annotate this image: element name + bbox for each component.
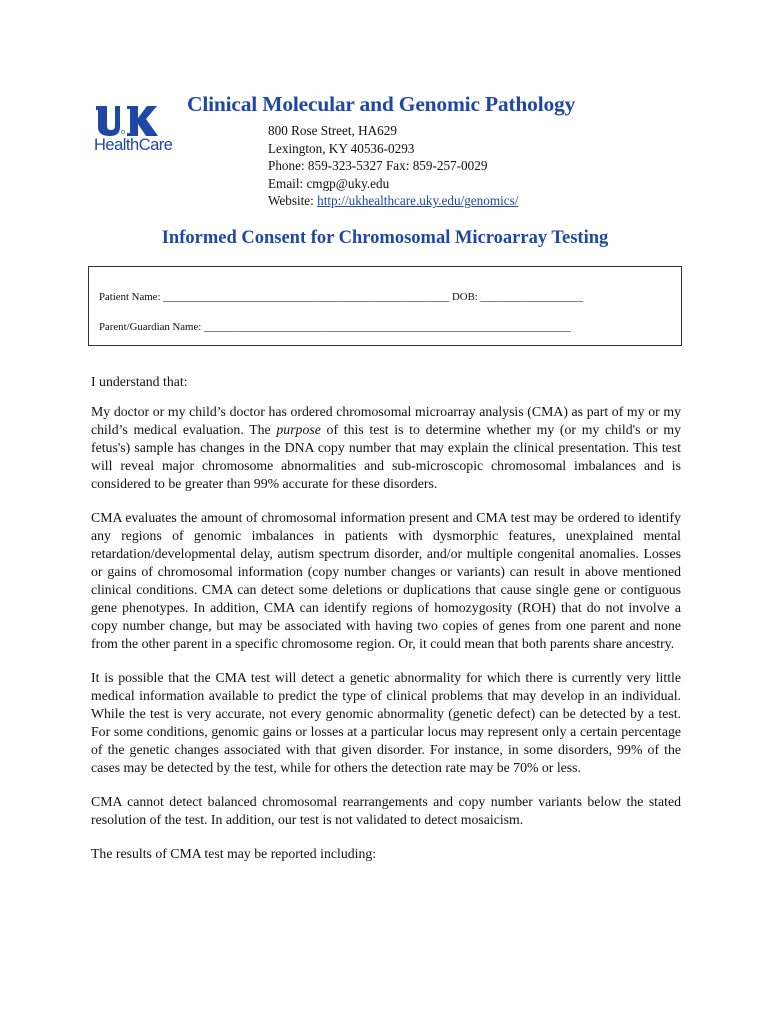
address-block: [268, 122, 518, 210]
address-city: Lexington, KY 40536-0293: [268, 140, 415, 156]
patient-name-field[interactable]: _____________________________________________________: [163, 291, 450, 303]
paragraph-cma-evaluation: CMA evaluates the amount of chromosomal information present and CMA test may be ordered to identify any regions of genomic imbalances in patients with dysmorphic features, unexplained mental retardation/developmental delay, autism spectrum disorder, and/or multiple congenital anomalies. Losses or gains of chromosomal information (copy number changes or variants) can result in above mentioned clinical conditions. CMA can detect some deletions or duplications that cause single gene or contiguous gene phenotypes. In addition, CMA can identify regions of homozygosity (ROH) that do not involve a copy number change, but may be associated with having two copies of genes from one parent and none from the other parent in a specific chromosome region. Or, it could mean that both parents share ancestry.: [91, 510, 681, 651]
guardian-name-field[interactable]: ____________________________________________________________________: [203, 321, 572, 333]
patient-name-row: [99, 291, 583, 303]
paragraph-limitations: It is possible that the CMA test will detect a genetic abnormality for which there is currently very little medical information available to predict the type of clinical problems that may develop in an individual. While the test is very accurate, not every genomic abnormality (genetic defect) can be detected by a test. For some conditions, genomic gains or losses at a particular locus may represent only a certain percentage of the genetic changes associated with that given disorder. For instance, in some disorders, 99% of the cases may be detected by the test, while for others the detection rate may be 70% or less.: [91, 670, 681, 775]
org-title: Clinical Molecular and Genomic Pathology: [187, 92, 576, 116]
uk-healthcare-logo: [94, 104, 174, 160]
paragraph-purpose: [91, 403, 681, 493]
paragraph-results: The results of CMA test may be reported including:: [91, 846, 377, 861]
website-label: Website:: [268, 193, 318, 209]
website-link[interactable]: http://ukhealthcare.uky.edu/genomics/: [317, 193, 519, 209]
guardian-name-label: Parent/Guardian Name:: [99, 321, 204, 333]
dob-label: DOB:: [449, 291, 481, 303]
consent-body: [91, 373, 681, 879]
p1-text-after: of this test is to determine whether my (or my child's or my fetus's) sample has changes in the DNA copy number that may explain the clinical presentation. This test will reveal major chromosome abnormalities and sub-microscopic chromosomal imbalances and is considered to be greater than 99% accurate for these disorders.: [91, 422, 682, 491]
uk-logo-mark: [94, 104, 160, 138]
p1-emphasis: purpose: [276, 422, 321, 437]
email: Email: cmgp@uky.edu: [268, 175, 390, 191]
address-street: 800 Rose Street, HA629: [268, 123, 397, 138]
dob-field[interactable]: ___________________: [480, 291, 584, 303]
document-title: Informed Consent for Chromosomal Microarray Testing: [161, 228, 609, 248]
p1-text-before: My doctor or my child’s doctor has ordered chromosomal microarray analysis (CMA) as part of my or my child’s medical evaluation. The: [91, 404, 681, 437]
website-line: [268, 192, 518, 210]
intro-line: I understand that:: [91, 374, 188, 389]
guardian-name-row: [99, 321, 571, 333]
patient-name-label: Patient Name:: [99, 291, 164, 303]
patient-info-box: [88, 266, 682, 346]
paragraph-detection: CMA cannot detect balanced chromosomal rearrangements and copy number variants below the stated resolution of the test. In addition, our test is not validated to detect mosaicism.: [91, 794, 681, 827]
logo-healthcare-text: HealthCare: [94, 136, 173, 154]
phone-fax: Phone: 859-323-5327 Fax: 859-257-0029: [268, 158, 488, 174]
